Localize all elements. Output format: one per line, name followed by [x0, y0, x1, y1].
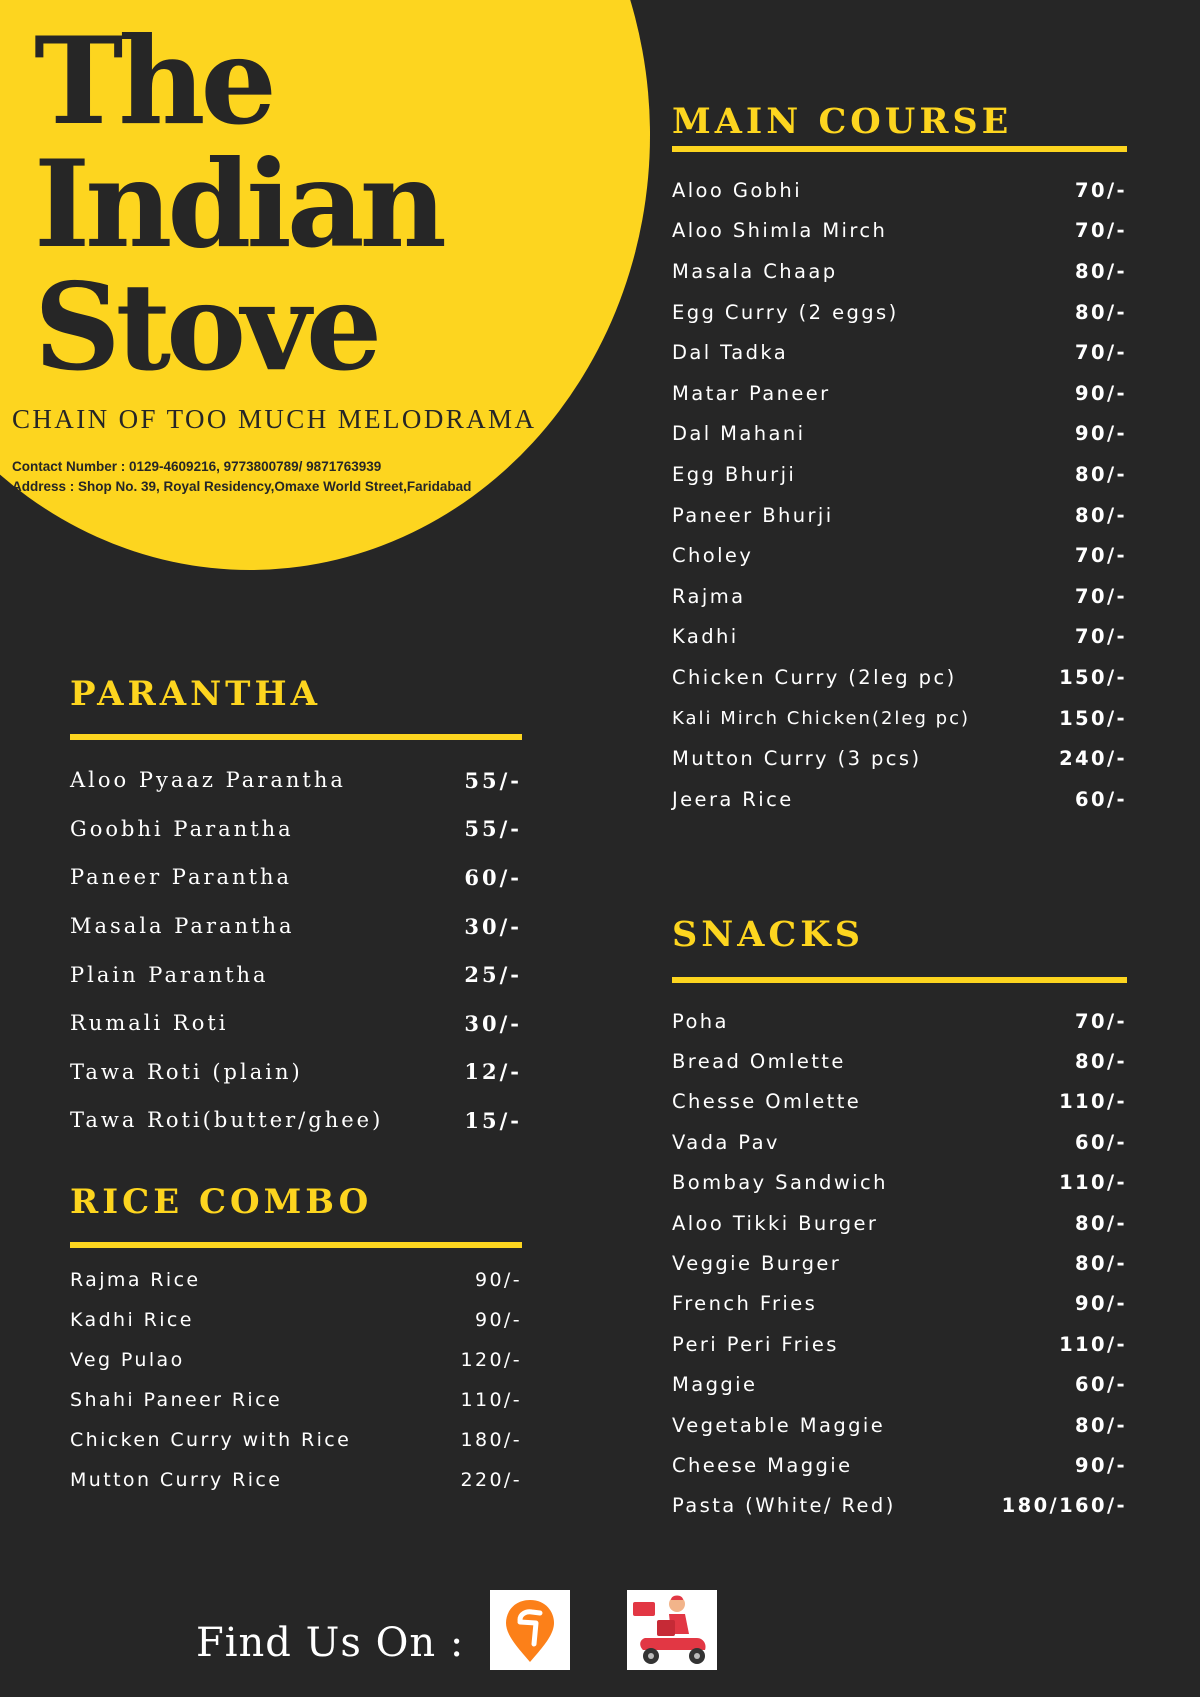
menu-item-price: 80/- — [1075, 462, 1127, 486]
menu-item — [70, 1380, 522, 1420]
menu-item-price: 90/- — [1075, 1453, 1127, 1477]
zomato-link[interactable] — [627, 1590, 717, 1670]
contact-block — [12, 457, 471, 497]
main-course-section — [672, 100, 1127, 820]
restaurant-name — [34, 11, 442, 398]
section-divider — [672, 977, 1127, 983]
menu-item-name: Paneer Bhurji — [672, 503, 834, 527]
menu-item — [70, 999, 522, 1048]
menu-item-name: Bombay Sandwich — [672, 1171, 888, 1195]
menu-item — [70, 1340, 522, 1380]
menu-item — [70, 902, 522, 951]
menu-item-name: Egg Bhurji — [672, 462, 797, 486]
menu-item — [672, 454, 1127, 495]
menu-item-price: 90/- — [1075, 381, 1127, 405]
section-divider — [70, 1242, 522, 1248]
menu-item-name: Rumali Roti — [70, 1011, 229, 1036]
menu-item-name: Maggie — [672, 1373, 758, 1397]
menu-item-name: Tawa Roti(butter/ghee) — [70, 1108, 384, 1133]
menu-item-name: Masala Chaap — [672, 259, 838, 283]
menu-item-price: 80/- — [1075, 259, 1127, 283]
menu-item-name: Peri Peri Fries — [672, 1332, 839, 1356]
menu-item — [672, 1082, 1127, 1122]
menu-item-name: Tawa Roti (plain) — [70, 1059, 303, 1084]
menu-item-name: Poha — [672, 1009, 729, 1033]
menu-item-price: 90/- — [1075, 422, 1127, 446]
section-title: MAIN COURSE — [672, 101, 1013, 142]
brand-line: Indian — [34, 134, 442, 275]
menu-item-price: 80/- — [1075, 1252, 1127, 1276]
menu-item — [672, 251, 1127, 292]
menu-item-price: 80/- — [1075, 1413, 1127, 1437]
swiggy-link[interactable] — [490, 1590, 570, 1670]
menu-item-name: Chicken Curry with Rice — [70, 1429, 352, 1451]
menu-item — [672, 1001, 1127, 1041]
menu-item-price: 80/- — [1075, 1050, 1127, 1074]
menu-item — [672, 1041, 1127, 1081]
menu-item-price: 220/- — [460, 1469, 522, 1491]
menu-item — [672, 1163, 1127, 1203]
menu-item — [672, 373, 1127, 414]
menu-item — [70, 756, 522, 805]
section-divider — [672, 146, 1127, 152]
menu-item — [672, 657, 1127, 698]
menu-item — [672, 738, 1127, 779]
menu-item-name: Aloo Pyaaz Parantha — [70, 768, 346, 793]
menu-item-name: Dal Mahani — [672, 422, 806, 446]
menu-item-price: 55/- — [464, 767, 522, 793]
menu-item — [672, 211, 1127, 252]
menu-item — [672, 576, 1127, 617]
swiggy-logo-icon — [490, 1590, 570, 1670]
section-title: RICE COMBO — [70, 1182, 373, 1222]
menu-item-price: 240/- — [1059, 747, 1127, 771]
menu-item-list — [672, 1001, 1127, 1526]
menu-item-price: 30/- — [464, 913, 522, 939]
menu-item-price: 25/- — [464, 962, 522, 988]
menu-item — [672, 1486, 1127, 1526]
menu-item-price: 110/- — [1059, 1171, 1127, 1195]
menu-item — [672, 535, 1127, 576]
menu-item-price: 80/- — [1075, 300, 1127, 324]
menu-item-name: Kadhi Rice — [70, 1309, 194, 1331]
menu-item-name: Paneer Parantha — [70, 865, 293, 890]
tagline: CHAIN OF TOO MUCH MELODRAMA — [12, 404, 537, 434]
menu-item-price: 90/- — [474, 1269, 522, 1291]
menu-item-name: French Fries — [672, 1292, 818, 1316]
menu-item-name: Jeera Rice — [672, 787, 794, 811]
menu-item-price: 150/- — [1059, 706, 1127, 730]
menu-item — [672, 1284, 1127, 1324]
menu-item-price: 70/- — [1075, 584, 1127, 608]
menu-item — [672, 1445, 1127, 1485]
menu-item — [70, 1460, 522, 1500]
menu-item-name: Veg Pulao — [70, 1349, 185, 1371]
menu-item-name: Veggie Burger — [672, 1252, 842, 1276]
zomato-delivery-icon — [627, 1590, 717, 1670]
menu-item-price: 90/- — [1075, 1292, 1127, 1316]
contact-number: Contact Number : 0129-4609216, 9773800789/ 9871763939 — [12, 459, 382, 474]
menu-item-price: 110/- — [1059, 1332, 1127, 1356]
menu-item-list — [672, 170, 1127, 820]
menu-item — [672, 1122, 1127, 1162]
menu-item-name: Plain Parantha — [70, 962, 269, 987]
menu-item-name: Choley — [672, 544, 754, 568]
menu-item-price: 180/- — [460, 1429, 522, 1451]
menu-item-name: Masala Parantha — [70, 914, 295, 939]
menu-item — [672, 1203, 1127, 1243]
menu-item-price: 12/- — [464, 1059, 522, 1085]
menu-item-price: 120/- — [460, 1349, 522, 1371]
menu-item — [70, 805, 522, 854]
menu-item — [672, 495, 1127, 536]
menu-item-name: Cheese Maggie — [672, 1453, 853, 1477]
menu-item — [70, 1300, 522, 1340]
menu-item — [672, 1405, 1127, 1445]
menu-item-name: Shahi Paneer Rice — [70, 1389, 283, 1411]
menu-item — [672, 1243, 1127, 1283]
menu-item-price: 60/- — [1075, 1130, 1127, 1154]
menu-item-name: Aloo Tikki Burger — [672, 1211, 879, 1235]
menu-item-price: 70/- — [1075, 1009, 1127, 1033]
menu-item-name: Bread Omlette — [672, 1050, 846, 1074]
menu-item-name: Dal Tadka — [672, 341, 789, 365]
menu-item-price: 110/- — [1059, 1090, 1127, 1114]
menu-item — [70, 1260, 522, 1300]
menu-item-price: 15/- — [464, 1107, 522, 1133]
menu-item-price: 60/- — [1075, 787, 1127, 811]
menu-item-name: Goobhi Parantha — [70, 816, 294, 841]
menu-item-name: Aloo Shimla Mirch — [672, 219, 888, 243]
menu-item-price: 30/- — [464, 1010, 522, 1036]
brand-line: Stove — [34, 257, 378, 398]
menu-item-name: Vegetable Maggie — [672, 1413, 886, 1437]
menu-item — [70, 1420, 522, 1460]
address: Address : Shop No. 39, Royal Residency,Omaxe World Street,Faridabad — [12, 479, 472, 494]
menu-item — [672, 292, 1127, 333]
menu-item-price: 180/160/- — [1001, 1494, 1127, 1518]
menu-item — [672, 779, 1127, 820]
menu-item — [70, 950, 522, 999]
menu-item-name: Matar Paneer — [672, 381, 831, 405]
menu-item-price: 70/- — [1075, 341, 1127, 365]
menu-item-name: Chesse Omlette — [672, 1090, 862, 1114]
menu-item-price: 60/- — [464, 864, 522, 890]
menu-item-price: 80/- — [1075, 503, 1127, 527]
menu-item — [672, 414, 1127, 455]
menu-item — [70, 1048, 522, 1097]
menu-item — [672, 332, 1127, 373]
brand-line: The — [34, 11, 272, 152]
menu-item-name: Pasta (White/ Red) — [672, 1494, 896, 1518]
menu-item — [672, 170, 1127, 211]
menu-item — [672, 1365, 1127, 1405]
menu-item-price: 70/- — [1075, 219, 1127, 243]
snacks-section — [672, 913, 1127, 1526]
section-divider — [70, 734, 522, 740]
menu-item-name: Rajma — [672, 584, 746, 608]
menu-item-list — [70, 756, 522, 1145]
menu-item — [672, 1324, 1127, 1364]
menu-item-name: Aloo Gobhi — [672, 178, 803, 202]
menu-item-price: 90/- — [474, 1309, 522, 1331]
menu-item-price: 150/- — [1059, 665, 1127, 689]
menu-item — [672, 617, 1127, 658]
menu-item-price: 60/- — [1075, 1373, 1127, 1397]
section-title: PARANTHA — [70, 674, 321, 714]
menu-item-price: 80/- — [1075, 1211, 1127, 1235]
menu-item-price: 70/- — [1075, 178, 1127, 202]
menu-item-name: Kadhi — [672, 625, 739, 649]
menu-item-name: Vada Pav — [672, 1130, 780, 1154]
section-title: SNACKS — [672, 914, 864, 955]
menu-item-name: Rajma Rice — [70, 1269, 201, 1291]
menu-item-name: Kali Mirch Chicken(2leg pc) — [672, 707, 970, 729]
rice-combo-section — [70, 1180, 522, 1500]
parantha-section — [70, 672, 522, 1145]
menu-item-name: Chicken Curry (2leg pc) — [672, 665, 957, 689]
menu-item-price: 110/- — [460, 1389, 522, 1411]
menu-item-price: 55/- — [464, 816, 522, 842]
menu-item-price: 70/- — [1075, 544, 1127, 568]
menu-item — [70, 853, 522, 902]
menu-item-name: Egg Curry (2 eggs) — [672, 300, 899, 324]
menu-item — [672, 698, 1127, 739]
menu-item-name: Mutton Curry Rice — [70, 1469, 283, 1491]
menu-item — [70, 1096, 522, 1145]
menu-item-name: Mutton Curry (3 pcs) — [672, 747, 922, 771]
find-us-label: Find Us On : — [196, 1620, 465, 1666]
menu-item-price: 70/- — [1075, 625, 1127, 649]
menu-item-list — [70, 1260, 522, 1500]
